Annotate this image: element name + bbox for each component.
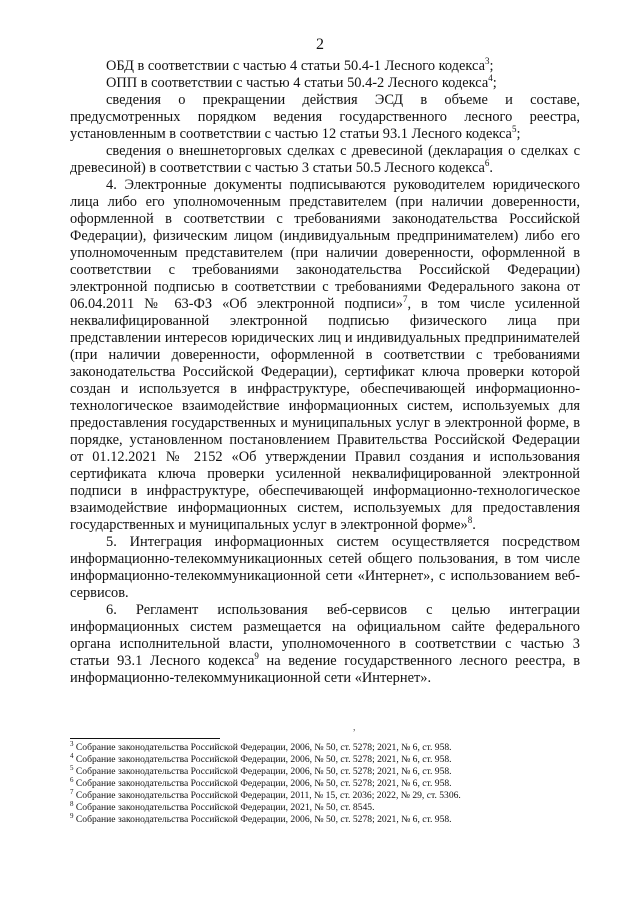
footnote: $^9$ Собрание законодательства Российской Федерации, 2006, № 50, ст. 5278; 2021, № 6, ст. 958. (70, 811, 452, 825)
footnote-ref: 7 (402, 294, 408, 305)
footnote-ref: 8 (467, 515, 473, 526)
footnote-ref: 9 (254, 651, 259, 662)
paragraph-opp: ОПП в соответствии с частью 4 статьи 50.4-2 Лесного кодекса$^4$; (106, 73, 497, 91)
footnote-ref: 6 (484, 158, 490, 169)
footnote: $^7$ Собрание законодательства Российской Федерации, 2011, № 15, ст. 2036; 2022, № 29, ст. 5306. (70, 787, 461, 801)
scan-mark: , (353, 722, 356, 733)
footnote-ref: 3 (484, 56, 490, 67)
paragraph-4-signatures: 4. Электронные документы подписываются руководителем юридического лица либо его уполномоченным представителем (при наличии доверенности, оформленной в соответствии с требованиями законодательства Российской Федерации), физическим лицом (индивидуальным предпринимателем) либо его уполномоченным представителем (при наличии доверенности, оформленной в соответствии с требованиями законодательства Российской Федерации) электронной подписью в соответствии с требованиями Федерального закона от 06.04.2011 № 63-ФЗ «Об электронной подписи»$^7$, в том числе усиленной неквалифицированной электронной подписью физического лица при представлении интересов юридических лиц и индивидуальных предпринимателей (при наличии доверенности, оформленной в соответствии с требованиями законодательства Российской Федерации), сертификат ключа проверки которой создан и используется в инфраструктуре, обеспечивающей информационно-технологическое взаимодействие информационных систем, используемых для предоставления государственных и муниципальных услуг в электронной форме, в порядке, установленном постановлением Правительства Российской Федерации от 01.12.2021 № 2152 «Об утверждении Правил создания и использования сертификата ключа проверки усиленной неквалифицированной электронной подписи в инфраструктуре, обеспечивающей информационно-технологическое взаимодействие информационных систем, используемых для предоставления государственных и муниципальных услуг в электронной форме»$^8$. (70, 177, 580, 533)
footnote: $^4$ Собрание законодательства Российской Федерации, 2006, № 50, ст. 5278; 2021, № 6, ст. 958. (70, 751, 452, 765)
footnote: $^3$ Собрание законодательства Российской Федерации, 2006, № 50, ст. 5278; 2021, № 6, ст. 958. (70, 739, 452, 753)
paragraph-esd-termination: сведения о прекращении действия ЭСД в объеме и составе, предусмотренных порядком ведения государственного лесного реестра, установленным в соответствии с частью 12 статьи 93.1 Лесного кодекса$^5$; (70, 92, 580, 142)
paragraph-obd: ОБД в соответствии с частью 4 статьи 50.4-1 Лесного кодекса$^3$; (106, 56, 494, 74)
footnote: $^6$ Собрание законодательства Российской Федерации, 2006, № 50, ст. 5278; 2021, № 6, ст. 958. (70, 775, 452, 789)
footnote-ref: 4 (488, 73, 493, 84)
footnote-ref: 5 (511, 124, 517, 135)
paragraph-5-integration: 5. Интеграция информационных систем осуществляется посредством информационно-телекоммуникационных сетей общего пользования, в том числе информационно-телекоммуникационной сети «Интернет», с использованием веб-сервисов. (70, 534, 580, 601)
footnote: $^8$ Собрание законодательства Российской Федерации, 2021, № 50, ст. 8545. (70, 799, 375, 813)
paragraph-6-regulation: 6. Регламент использования веб-сервисов с целью интеграции информационных систем размещается на официальном сайте федерального органа исполнительной власти, уполномоченного в соответствии с частью 3 статьи 93.1 Лесного кодекса$^9$ на ведение государственного лесного реестра, в информационно-телекоммуникационной сети «Интернет». (70, 602, 580, 686)
footnote: $^5$ Собрание законодательства Российской Федерации, 2006, № 50, ст. 5278; 2021, № 6, ст. 958. (70, 763, 452, 777)
document-body (70, 58, 580, 687)
page-number: 2 (316, 36, 324, 53)
paragraph-foreign-trade: сведения о внешнеторговых сделках с древесиной (декларация о сделках с древесиной) в соответствии с частью 3 статьи 50.5 Лесного кодекса$^6$. (70, 143, 580, 176)
footnote-divider (70, 738, 220, 739)
footnotes (70, 739, 590, 826)
